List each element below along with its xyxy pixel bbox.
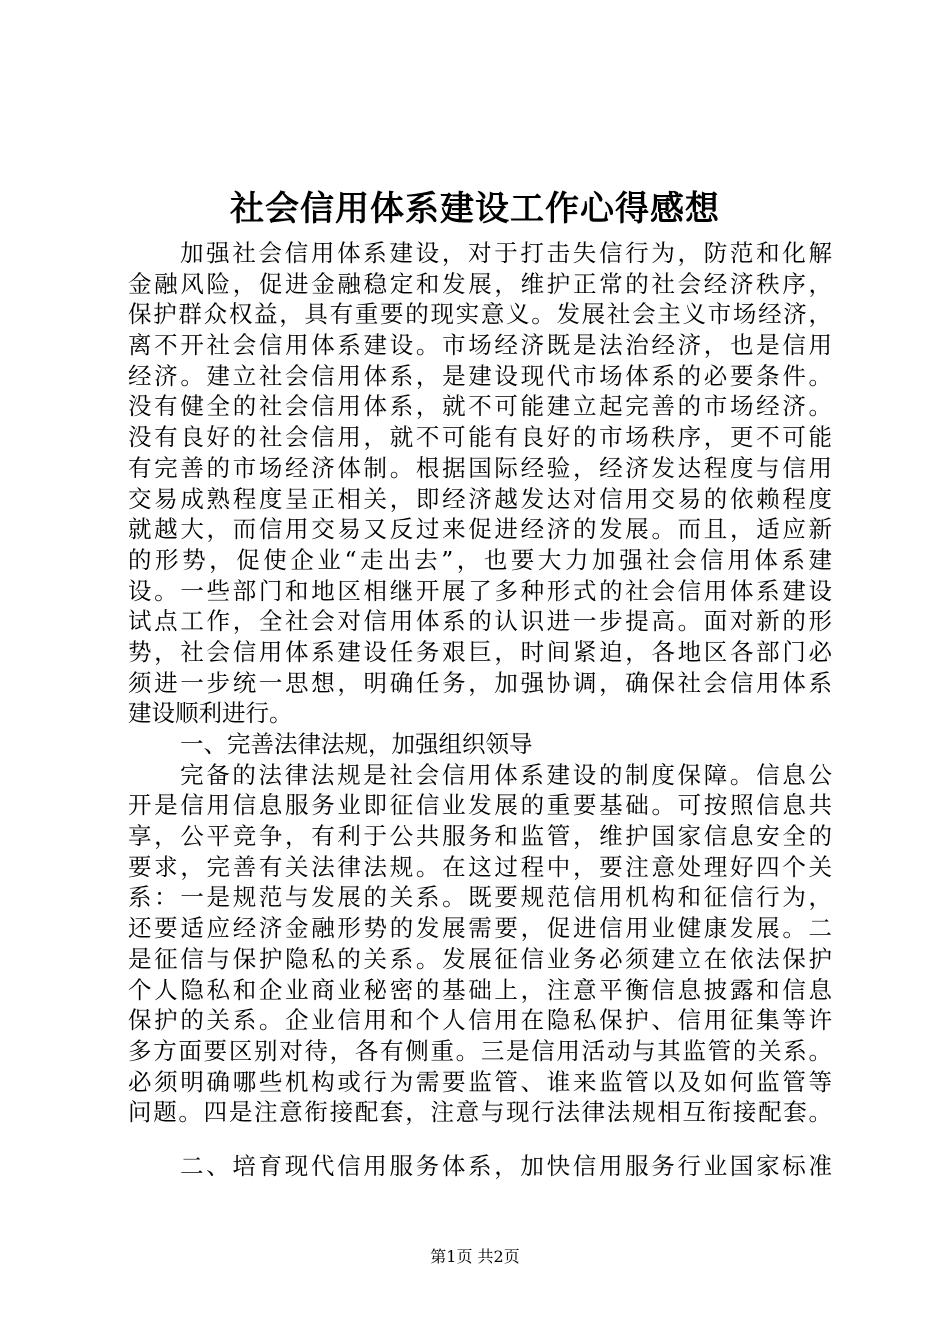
paragraph-line: 还要适应经济金融形势的发展需要，促进信用业健康发展。二 — [128, 914, 832, 943]
paragraph-line: 要求，完善有关法律法规。在这过程中，要注意处理好四个关 — [128, 852, 832, 881]
paragraph-line: 是征信与保护隐私的关系。发展征信业务必须建立在依法保护 — [128, 944, 832, 973]
paragraph-line: 个人隐私和企业商业秘密的基础上，注意平衡信息披露和信息 — [128, 975, 832, 1004]
paragraph-line: 没有良好的社会信用，就不可能有良好的市场秩序，更不可能 — [128, 423, 832, 452]
paragraph-line: 保护群众权益，具有重要的现实意义。发展社会主义市场经济， — [128, 300, 832, 329]
paragraph-line: 保护的关系。企业信用和个人信用在隐私保护、信用征集等许 — [128, 1006, 832, 1035]
paragraph-line: 没有健全的社会信用体系，就不可能建立起完善的市场经济。 — [128, 392, 832, 421]
paragraph-line: 的形势，促使企业“走出去”，也要大力加强社会信用体系建 — [128, 545, 832, 574]
paragraph-line: 有完善的市场经济体制。根据国际经验，经济发达程度与信用 — [128, 453, 832, 482]
paragraph-line: 必须明确哪些机构或行为需要监管、谁来监管以及如何监管等 — [128, 1067, 832, 1096]
paragraph-line: 交易成熟程度呈正相关，即经济越发达对信用交易的依赖程度 — [128, 484, 832, 513]
paragraph-line: 须进一步统一思想，明确任务，加强协调，确保社会信用体系 — [128, 668, 832, 697]
paragraph-line: 金融风险，促进金融稳定和发展，维护正常的社会经济秩序， — [128, 269, 832, 298]
paragraph-line: 问题。四是注意衔接配套，注意与现行法律法规相互衔接配套。 — [128, 1098, 832, 1127]
paragraph-line: 完备的法律法规是社会信用体系建设的制度保障。信息公 — [180, 760, 832, 789]
paragraph-line: 就越大，而信用交易又反过来促进经济的发展。而且，适应新 — [128, 515, 832, 544]
paragraph-line: 建设顺利进行。 — [128, 699, 293, 728]
paragraph-line: 多方面要区别对待，各有侧重。三是信用活动与其监管的关系。 — [128, 1036, 832, 1065]
paragraph-line: 开是信用信息服务业即征信业发展的重要基础。可按照信息共 — [128, 791, 832, 820]
section-heading: 二、培育现代信用服务体系，加快信用服务行业国家标准 — [180, 1152, 832, 1180]
paragraph-line: 享，公平竞争，有利于公共服务和监管，维护国家信息安全的 — [128, 822, 832, 851]
section-heading: 一、完善法律法规，加强组织领导 — [180, 730, 533, 758]
page-number: 第1页 共2页 — [430, 1247, 520, 1266]
document-body — [128, 238, 832, 1128]
paragraph-line: 加强社会信用体系建设，对于打击失信行为，防范和化解 — [180, 239, 832, 267]
paragraph-line: 经济。建立社会信用体系，是建设现代市场体系的必要条件。 — [128, 361, 832, 390]
paragraph-line: 试点工作，全社会对信用体系的认识进一步提高。面对新的形 — [128, 607, 832, 636]
paragraph-line: 离不开社会信用体系建设。市场经济既是法治经济，也是信用 — [128, 331, 832, 360]
paragraph-line: 设。一些部门和地区相继开展了多种形式的社会信用体系建设 — [128, 576, 832, 605]
document-title: 社会信用体系建设工作心得感想 — [230, 189, 720, 229]
paragraph-line: 势，社会信用体系建设任务艰巨，时间紧迫，各地区各部门必 — [128, 637, 832, 666]
paragraph-line: 系：一是规范与发展的关系。既要规范信用机构和征信行为， — [128, 883, 832, 912]
